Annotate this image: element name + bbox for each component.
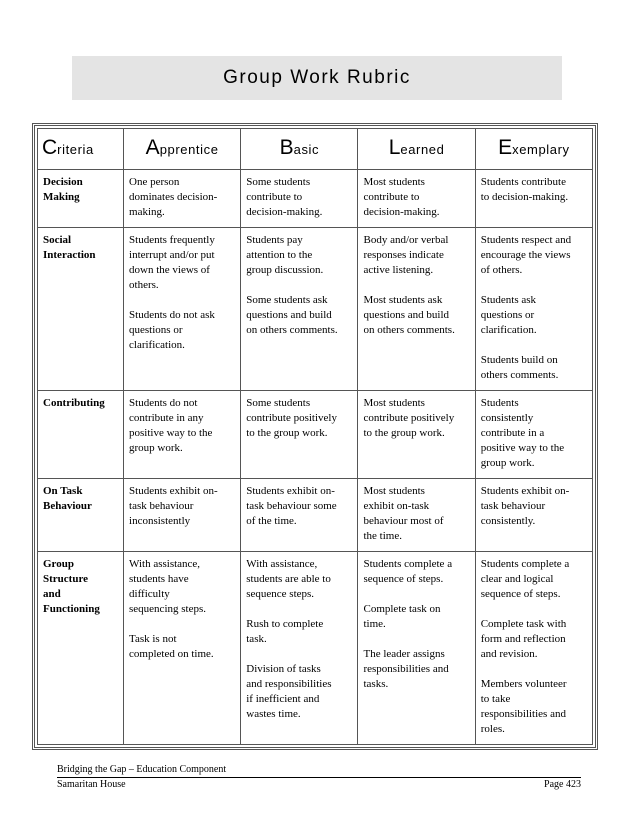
- rubric-cell: Students do not contribute in any positive way to the group work.: [124, 391, 241, 479]
- table-row: [38, 228, 593, 391]
- header-row: [38, 129, 593, 170]
- footer-line1: Bridging the Gap – Education Component: [57, 764, 227, 775]
- header-basic: Basic: [241, 129, 358, 170]
- footer-org: Samaritan House: [57, 779, 126, 790]
- table-row: [38, 170, 593, 228]
- rubric-table-frame: [32, 123, 598, 750]
- criterion-cell: Contributing: [38, 391, 124, 479]
- header-exemplary: Exemplary: [475, 129, 592, 170]
- title-banner: [72, 56, 562, 100]
- page-number: Page 423: [544, 779, 581, 790]
- rubric-cell: Body and/or verbal responses indicate active listening. Most students ask questions and build on others comments.: [358, 228, 475, 391]
- table-row: [38, 552, 593, 745]
- criterion-cell: On Task Behaviour: [38, 479, 124, 552]
- criterion-cell: Group Structure and Functioning: [38, 552, 124, 745]
- criterion-cell: Decision Making: [38, 170, 124, 228]
- rubric-cell: Students exhibit on- task behaviour inconsistently: [124, 479, 241, 552]
- table-row: [38, 479, 593, 552]
- rubric-cell: Some students contribute positively to the group work.: [241, 391, 358, 479]
- rubric-cell: One person dominates decision- making.: [124, 170, 241, 228]
- page-title: Group Work Rubric: [223, 67, 411, 88]
- rubric-cell: Students consistently contribute in a positive way to the group work.: [475, 391, 592, 479]
- rubric-cell: Students contribute to decision-making.: [475, 170, 592, 228]
- rubric-cell: Students exhibit on- task behaviour some of the time.: [241, 479, 358, 552]
- rubric-table: [37, 128, 593, 745]
- table-row: [38, 391, 593, 479]
- rubric-cell: Students exhibit on- task behaviour consistently.: [475, 479, 592, 552]
- header-apprentice: Apprentice: [124, 129, 241, 170]
- rubric-cell: With assistance, students have difficulty sequencing steps. Task is not completed on time.: [124, 552, 241, 745]
- rubric-cell: Students frequently interrupt and/or put down the views of others. Students do not ask questions or clarification.: [124, 228, 241, 391]
- rubric-cell: Students complete a clear and logical sequence of steps. Complete task with form and reflection and revision. Members volunteer to take responsibilities and roles.: [475, 552, 592, 745]
- rubric-cell: Students pay attention to the group discussion. Some students ask questions and build on others comments.: [241, 228, 358, 391]
- rubric-cell: Some students contribute to decision-making.: [241, 170, 358, 228]
- rubric-cell: With assistance, students are able to sequence steps. Rush to complete task. Division of tasks and responsibilities if inefficient and wastes time.: [241, 552, 358, 745]
- rubric-cell: Most students exhibit on-task behaviour most of the time.: [358, 479, 475, 552]
- rubric-cell: Most students contribute positively to the group work.: [358, 391, 475, 479]
- header-criteria: Criteria: [38, 129, 124, 170]
- rubric-cell: Students complete a sequence of steps. Complete task on time. The leader assigns responsibilities and tasks.: [358, 552, 475, 745]
- rubric-cell: Students respect and encourage the views of others. Students ask questions or clarification. Students build on others comments.: [475, 228, 592, 391]
- header-learned: Learned: [358, 129, 475, 170]
- rubric-cell: Most students contribute to decision-making.: [358, 170, 475, 228]
- criterion-cell: Social Interaction: [38, 228, 124, 391]
- page-footer: [57, 763, 581, 791]
